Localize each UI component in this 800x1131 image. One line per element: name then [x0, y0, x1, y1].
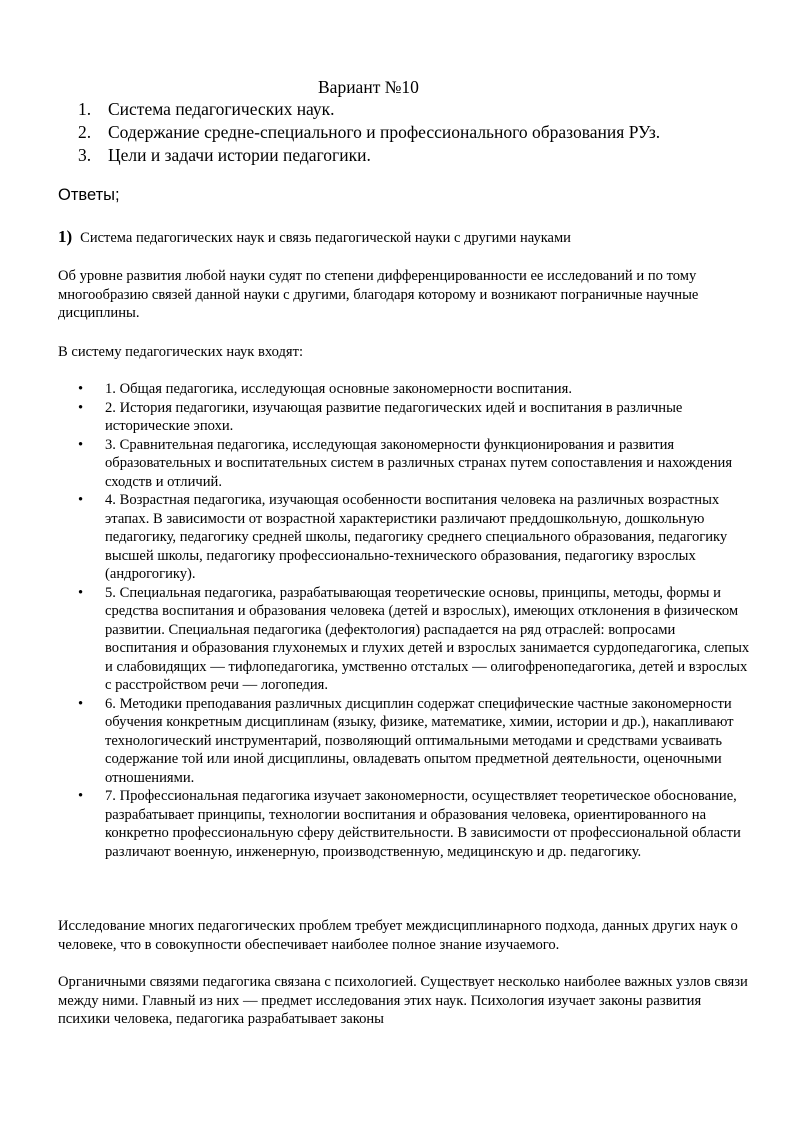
answers-heading: Ответы; [58, 186, 120, 204]
question-item [78, 98, 660, 121]
question-text: Система педагогических наук. [108, 99, 335, 119]
list-item [78, 491, 750, 584]
list-item-text: 4. Возрастная педагогика, изучающая особенности воспитания человека на различных возрастных этапах. В зависимости от возрастной характеристики различают преддошкольную, дошкольную педагогику, педагогику средней школы, педагогику среднего специального образования, педагогику высшей школы, педагогику профессионально-технического образования, педагогику взрослых (андрогогику). [105, 492, 728, 582]
list-item-text: 1. Общая педагогика, исследующая основные закономерности воспитания. [105, 381, 572, 397]
question-text: Цели и задачи истории педагогики. [108, 145, 371, 165]
list-item [78, 787, 750, 861]
bullet-icon: • [78, 584, 84, 601]
section-title: Система педагогических наук и связь педагогической науки с другими науками [80, 230, 571, 246]
bullet-icon: • [78, 436, 84, 453]
variant-title: Вариант №10 [318, 77, 419, 97]
question-number: 2. [78, 122, 92, 142]
list-item [78, 399, 750, 436]
bullet-icon: • [78, 381, 84, 397]
bullet-icon: • [78, 788, 84, 804]
bullet-icon: • [78, 695, 84, 712]
section-heading [58, 227, 571, 248]
bullet-icon: • [78, 492, 84, 508]
question-item [78, 144, 660, 167]
interdisciplinary-paragraph: Исследование многих педагогических проблем требует междисциплинарного подхода, данных других наук о человеке, что в совокупности обеспечивает наиболее полное знание изучаемого. [58, 918, 738, 953]
question-item [78, 121, 660, 144]
bullet-icon: • [78, 399, 84, 416]
list-item-text: 5. Специальная педагогика, разрабатывающая теоретические основы, принципы, методы, формы и средства воспитания и образования человека (детей и взрослых), имеющих отклонения в физическом развитии. Специальная педагогика (дефектология) распадается на ряд отраслей: вопросами воспитания и образования глухонемых и глухих детей и взрослых занимается сурдопедагогика, слепых и слабовидящих — тифлопедагогика, умственно отсталых — олигофренопедагогика, детей и взрослых с расстройством речи — логопедия. [105, 584, 750, 693]
intro-paragraph: Об уровне развития любой науки судят по степени дифференцированности ее исследований и по тому многообразию связей данной науки с другими, благодаря которому и возникают пограничные научные дисциплины. [58, 268, 699, 321]
list-item-text: 3. Сравнительная педагогика, исследующая закономерности функционирования и развития образовательных и воспитательных систем в различных странах путем сопоставления и нахождения сходств и отличий. [105, 436, 733, 490]
section-number: 1) [58, 227, 73, 246]
list-item [78, 380, 750, 399]
list-item [78, 695, 750, 788]
question-text: Содержание средне-специального и профессионального образования РУз. [108, 122, 661, 142]
question-list [78, 98, 660, 167]
list-item-text: 2. История педагогики, изучающая развитие педагогических идей и воспитания в различные исторические эпохи. [105, 399, 683, 434]
question-number: 1. [78, 99, 92, 119]
list-item [78, 436, 750, 492]
list-intro-paragraph: В систему педагогических наук входят: [58, 344, 304, 360]
list-item-text: 6. Методики преподавания различных дисциплин содержат специфические частные закономерности обучения конкретным дисциплинам (языку, физике, математике, химии, истории и др.), накапливают технологический инструментарий, позволяющий оптимальными методами и средствами усваивать содержание той или иной дисциплины, овладевать опытом предметной деятельности, оценочными отношениями. [105, 695, 734, 786]
pedagogy-branches-list [78, 380, 750, 861]
question-number: 3. [78, 145, 92, 165]
list-item [78, 584, 750, 695]
psychology-paragraph: Органичными связями педагогика связана с психологией. Существует несколько наиболее важных узлов связи между ними. Главный из них — предмет исследования этих наук. Психология изучает законы развития психики человека, педагогика разрабатывает законы [58, 974, 748, 1027]
list-item-text: 7. Профессиональная педагогика изучает закономерности, осуществляет теоретическое обоснование, разрабатывает принципы, технологии воспитания и образования человека, ориентированного на конкретно профессиональную сферу действительности. В зависимости от профессиональной области различают военную, инженерную, производственную, медицинскую и др. педагогику. [105, 788, 741, 860]
